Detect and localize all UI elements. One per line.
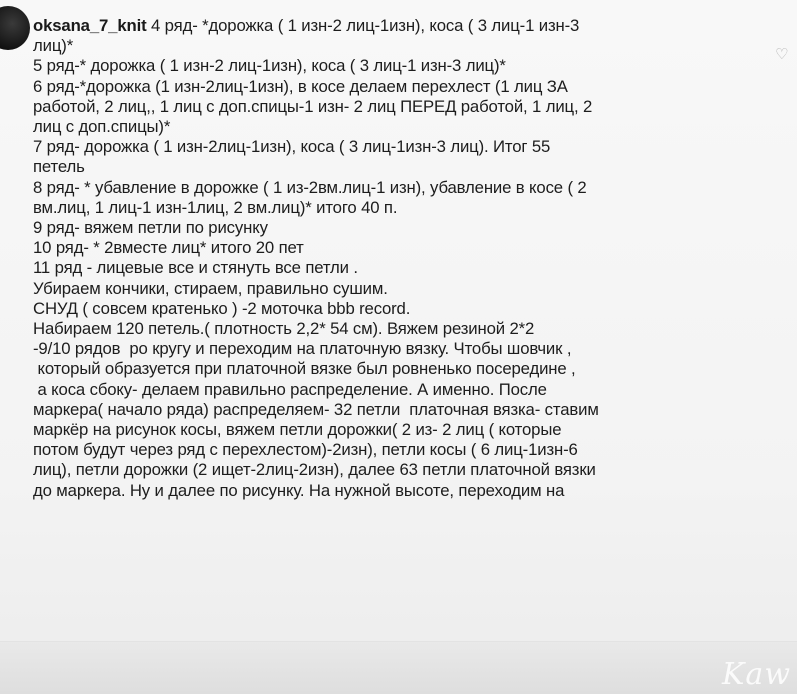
heart-outline-icon[interactable]: ♡ <box>775 45 789 63</box>
comment-line: 10 ряд- * 2вместе лиц* итого 20 пет <box>33 238 304 258</box>
watermark-text: Kaw <box>722 657 791 692</box>
bottom-strip <box>0 641 797 694</box>
comment-line: лиц с доп.спицы)* <box>33 117 171 137</box>
comment-line: а коса сбоку- делаем правильно распределение. А именно. После <box>33 379 547 399</box>
comment-line: 8 ряд- * убавление в дорожке ( 1 из-2вм.лиц-1 изн), убавление в косе ( 2 <box>33 177 587 197</box>
comment-line: вм.лиц, 1 лиц-1 изн-1лиц, 2 вм.лиц)* итого 40 п. <box>33 197 398 217</box>
comment-line: потом будут через ряд с перехлестом)-2изн), петли косы ( 6 лиц-1изн-6 <box>33 440 578 460</box>
comment-line: работой, 2 лиц,, 1 лиц с доп.спицы-1 изн- 2 лиц ПЕРЕД работой, 1 лиц, 2 <box>33 96 593 116</box>
comment-first-line-text: 4 ряд- *дорожка ( 1 изн-2 лиц-1изн), коса ( 3 лиц-1 изн-3 <box>146 16 580 35</box>
comment-line: 7 ряд- дорожка ( 1 изн-2лиц-1изн), коса ( 3 лиц-1изн-3 лиц). Итог 55 <box>33 137 551 157</box>
comment-body <box>33 16 757 501</box>
comment-line: Убираем кончики, стираем, правильно сушим. <box>33 278 388 298</box>
profile-avatar[interactable] <box>0 6 30 50</box>
comment-line: 5 ряд-* дорожка ( 1 изн-2 лиц-1изн), коса ( 3 лиц-1 изн-3 лиц)* <box>33 56 506 76</box>
comment-line: который образуется при платочной вязке был ровненько посередине , <box>33 359 576 379</box>
comment-line: СНУД ( совсем кратенько ) -2 моточка bbb record. <box>33 298 411 318</box>
comment-line: Набираем 120 петель.( плотность 2,2* 54 см). Вяжем резиной 2*2 <box>33 319 535 339</box>
comment-username[interactable]: oksana_7_knit <box>33 16 147 35</box>
comment-line: маркера( начало ряда) распределяем- 32 петли платочная вязка- ставим <box>33 399 599 419</box>
comment-line: маркёр на рисунок косы, вяжем петли дорожки( 2 из- 2 лиц ( которые <box>33 420 562 440</box>
comment-line: 9 ряд- вяжем петли по рисунку <box>33 218 268 238</box>
comment-line: 11 ряд - лицевые все и стянуть все петли . <box>33 258 358 278</box>
comment-first-line <box>33 16 757 36</box>
comment-line: лиц)* <box>33 36 74 56</box>
comment-line: петель <box>33 157 85 177</box>
comment-line: 6 ряд-*дорожка (1 изн-2лиц-1изн), в косе делаем перехлест (1 лиц ЗА <box>33 76 568 96</box>
comment-line: -9/10 рядов ро кругу и переходим на платочную вязку. Чтобы шовчик , <box>33 339 572 359</box>
comment-line: лиц), петли дорожки (2 ищет-2лиц-2изн), далее 63 петли платочной вязки <box>33 460 596 480</box>
comment-line: до маркера. Ну и далее по рисунку. На нужной высоте, переходим на <box>33 480 565 500</box>
